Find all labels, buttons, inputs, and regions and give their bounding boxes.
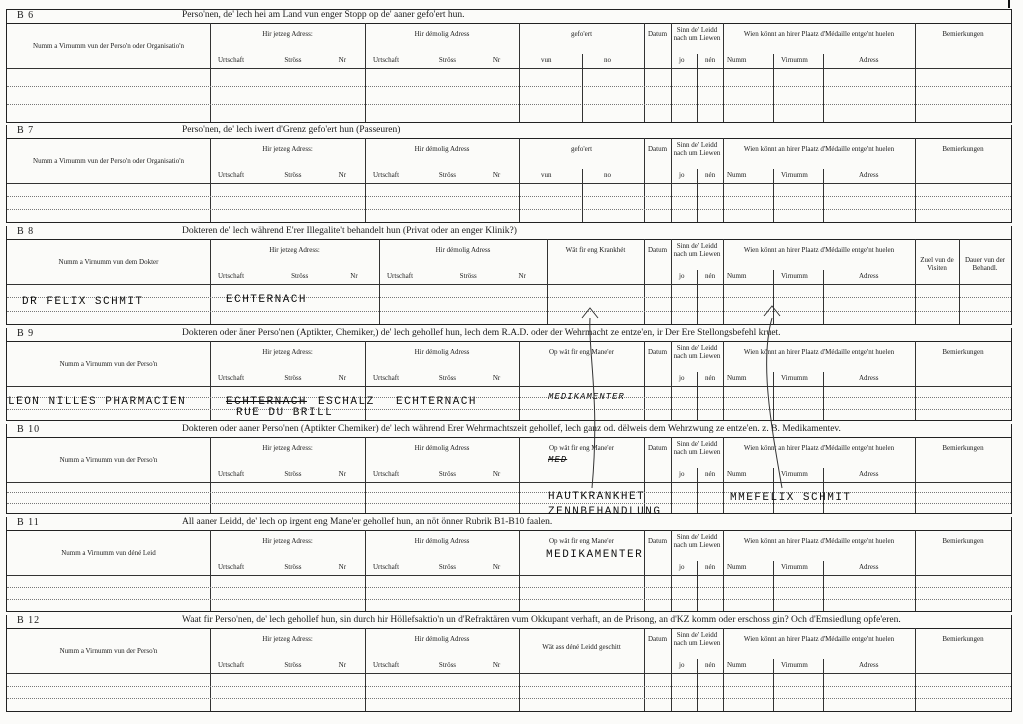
date-header: Datum [647,444,668,452]
sub-nr: Nr [338,56,347,64]
sub-town: Urtschaft [218,56,245,64]
sub-address: Adress [859,563,879,571]
third-column-header: gefo'ert [570,30,593,38]
sub-nr: Nr [492,563,501,571]
sub-to: no [604,171,611,179]
sub-no: nén [705,563,716,571]
section-code: B 6 [17,10,35,21]
section-header [7,517,1011,531]
current-address-header: Hir jetzeg Adress: [262,30,313,38]
section-title: Dokteren oder aaner Perso'nen (Aptikter Chemiker) de' lech während Erer Wehrmachtszeit gehollef, lech ganz od. dëlweis dem Wehrzwung ze entze'en. z. B. Medikamentev. [182,424,841,434]
sub-street: Ströss [284,470,302,478]
sub-nr: Nr [492,374,501,382]
header-rule [7,673,1011,674]
sub-street: Ströss [284,563,302,571]
current-address-header: Hir jetzeg Adress: [262,537,313,545]
sub-street: Ströss [284,661,302,669]
sub-yes: jo [679,56,685,64]
b9-now-town-struck: ECHTERNACH [226,396,308,408]
sub-yes: jo [679,374,685,382]
medal-header: Wien könnt an hirer Plaatz d'Médaille entge'nt huelen [743,30,895,38]
sub-street: Ströss [438,374,457,382]
sub-col-tick [582,54,583,122]
sub-street: Ströss [284,171,302,179]
section-header [7,226,1011,240]
sub-col-tick [823,54,824,122]
sub-town: Urtschaft [373,56,400,64]
sub-name: Numm [727,374,747,382]
b9-now-street-entry: ESCHALZ [318,396,375,408]
section-title: Perso'nen, de' lech hei am Land vun enger Stopp op de' aaner gefo'ert hun. [182,10,465,20]
sub-street: Ströss [284,56,302,64]
sub-firstname: Virnumm [781,563,808,571]
alive-header: Sinn de' Leidd nach um Liewen [673,631,721,647]
sub-town: Urtschaft [218,272,245,280]
alive-header: Sinn de' Leidd nach um Liewen [673,141,721,157]
sub-name: Numm [727,171,747,179]
sub-firstname: Virnumm [781,171,808,179]
sub-nr: Nr [338,661,347,669]
alive-header: Sinn de' Leidd nach um Liewen [673,440,721,456]
row-rule [7,86,1011,87]
b10-how-entry-1: HAUTKRANKHET [548,491,646,503]
section-header [7,125,1011,139]
b9-now-street2-entry: RUE DU BRILL [236,407,334,419]
sub-nr: Nr [492,470,501,478]
sub-col-tick [773,659,774,711]
header-rule [7,68,1011,69]
sub-col-tick [823,169,824,222]
remarks-header: Bemierkungen [942,145,984,153]
name-column-header: Numm a Virnumm vun der Perso'n [59,360,158,368]
name-column-header: Numm a Virnumm vun der Perso'n [59,647,158,655]
sub-col-tick [697,468,698,513]
sub-street: Ströss [438,661,457,669]
sub-firstname: Virnumm [781,661,808,669]
sub-col-tick [823,561,824,611]
name-column-header: Numm a Virnumm vun der Perso'n oder Organisatio'n [33,42,184,50]
medal-header: Wien könnt an hirer Plaatz d'Médaille entge'nt huelen [743,145,895,153]
sub-nr: Nr [350,272,358,280]
former-address-header: Hir démolig Adress [414,348,470,356]
sub-firstname: Virnumm [781,470,808,478]
sub-col-tick [823,270,824,324]
remarks-header: Bemierkungen [942,537,984,545]
sub-town: Urtschaft [218,563,245,571]
current-address-header: Hir jetzeg Adress: [262,348,313,356]
b9-how-entry: MEDIKAMENTER [548,392,625,402]
former-address-header: Hir démolig Adress [435,246,491,254]
sub-col-tick [823,468,824,513]
third-column-header: Op wät fir eng Mane'er [548,444,614,452]
section-code: B 9 [17,328,35,339]
date-header: Datum [647,348,668,356]
sub-yes: jo [679,171,685,179]
date-header: Datum [647,246,668,254]
sub-town: Urtschaft [373,374,400,382]
sub-town: Urtschaft [373,563,400,571]
row-rule [7,297,1011,298]
row-rule [7,196,1011,197]
sub-from: vun [541,171,552,179]
section-code: B 10 [17,424,41,435]
sub-name: Numm [727,470,747,478]
sub-town: Urtschaft [373,470,400,478]
sub-firstname: Virnumm [781,56,808,64]
current-address-header: Hir jetzeg Adress: [262,444,313,452]
sub-street: Ströss [438,56,457,64]
sub-col-tick [697,169,698,222]
section-6 [6,9,1012,123]
row-rule [7,503,1011,504]
sub-address: Adress [859,661,879,669]
medal-header: Wien könnt an hirer Plaatz d'Médaille entge'nt huelen [743,635,895,643]
sub-col-tick [773,270,774,324]
header-rule [7,284,1011,285]
sub-name: Numm [727,56,747,64]
third-column-header: Wät ass déné Leidd geschitt [542,643,621,651]
remarks-header: Bemierkungen [942,30,984,38]
sub-nr: Nr [338,374,347,382]
sub-town: Urtschaft [387,272,414,280]
sub-col-tick [823,659,824,711]
sub-name: Numm [727,563,747,571]
sub-town: Urtschaft [218,661,245,669]
sub-town: Urtschaft [218,374,245,382]
section-title: All aaner Leidd, de' lech op irgent eng Mane'er gehollef hun, an nöt önner Rubrik B1-B10 faalen. [182,517,553,527]
section-header [7,328,1011,342]
current-address-header: Hir jetzeg Adress: [262,145,313,153]
section-title: Dokteren oder äner Perso'nen (Aptikter, Chemiker,) de' lech gehollef hun, lech dem R.A.D. oder der Wehrmacht ze entze'en, ir Der Ere Stellongsbefehl kruet. [182,328,781,338]
section-12 [6,615,1012,712]
section-11 [6,517,1012,612]
section-title: Waat fir Perso'nen, de' lech gehollef hun, sin durch hir Höllefsaktio'n un d'Refraktären vum Okkupant verhaft, an de Prisong, an d'KZ komm oder erschoss gin? Och d'Emsiedlung opfe'eren. [182,615,901,625]
sub-name: Numm [727,272,747,280]
sub-col-tick [773,54,774,122]
sub-col-tick [697,54,698,122]
section-8 [6,226,1012,325]
sub-nr: Nr [338,470,347,478]
sub-town: Urtschaft [218,171,245,179]
sub-street: Ströss [438,563,457,571]
section-code: B 7 [17,125,35,136]
sub-name: Numm [727,661,747,669]
sub-col-tick [823,372,824,420]
b10-how-struck: MED [548,455,568,465]
sub-no: nén [705,56,716,64]
section-code: B 12 [17,615,41,626]
third-column-header: Op wät fir eng Mane'er [548,537,614,545]
sub-nr: Nr [492,171,501,179]
sub-to: no [604,56,611,64]
sub-no: nén [705,374,716,382]
row-rule [7,698,1011,699]
sub-col-tick [697,270,698,324]
sub-firstname: Virnumm [781,272,808,280]
sub-col-tick [697,659,698,711]
sub-col-tick [773,561,774,611]
remarks-header: Bemierkungen [942,444,984,452]
row-rule [7,587,1011,588]
sub-col-tick [773,372,774,420]
b9-old-town-entry: ECHTERNACH [396,396,478,408]
name-column-header: Numm a Virnumm vun dem Dokter [58,258,159,266]
sub-col-tick [773,468,774,513]
sub-address: Adress [859,374,879,382]
date-header: Datum [647,145,668,153]
sub-col-tick [773,169,774,222]
b10-how-entry-2: ZENNBEHANDLUNG [548,506,662,518]
header-rule [7,183,1011,184]
b8-name-entry: DR FELIX SCHMIT [22,296,144,308]
third-column-header: gefo'ert [570,145,593,153]
section-code: B 8 [17,226,35,237]
third-column-header: Op wät fir eng Mane'er [548,348,614,356]
sub-town: Urtschaft [373,171,400,179]
medal-header: Wien könnt an hirer Plaatz d'Médaille entge'nt huelen [743,537,895,545]
section-title: Dokteren de' lech während E'rer Illegalite't behandelt hun (Privat oder an enger Klinik?) [182,226,517,236]
former-address-header: Hir démolig Adress [414,30,470,38]
sub-from: vun [541,56,552,64]
sub-street: Ströss [438,171,457,179]
section-header [7,424,1011,438]
row-rule [7,409,1011,410]
sub-nr: Nr [518,272,526,280]
date-header: Datum [647,635,668,643]
sub-street: Ströss [438,470,457,478]
row-rule [7,599,1011,600]
alive-header: Sinn de' Leidd nach um Liewen [673,344,721,360]
current-address-header: Hir jetzeg Adress: [269,246,320,254]
section-title: Perso'nen, de' lech iwert d'Grenz gefo'ert hun (Passeuren) [182,125,401,135]
current-address-header: Hir jetzeg Adress: [262,635,313,643]
duration-header: Dauer vun der Behandl. [964,256,1006,272]
former-address-header: Hir démolig Adress [414,635,470,643]
sub-town: Urtschaft [218,470,245,478]
third-column-header: Wät fir eng Krankhét [565,246,626,254]
sub-no: nén [705,171,716,179]
medal-header: Wien könnt an hirer Plaatz d'Médaille entge'nt huelen [743,246,895,254]
header-rule [7,482,1011,483]
alive-header: Sinn de' Leidd nach um Liewen [673,533,721,549]
header-rule [7,386,1011,387]
row-rule [7,686,1011,687]
name-column-header: Numm a Virnumm vun der Perso'n [59,456,158,464]
b8-town-entry: ECHTERNACH [226,294,308,306]
remarks-header: Bemierkungen [942,635,984,643]
alive-header: Sinn de' Leidd nach um Liewen [673,26,721,42]
sub-col-tick [697,561,698,611]
section-code: B 11 [17,517,40,528]
section-10 [6,424,1012,514]
sub-yes: jo [679,272,685,280]
section-header [7,615,1011,629]
visits-header: Zuel vun de Visiten [920,256,954,272]
former-address-header: Hir démolig Adress [414,537,470,545]
row-rule [7,209,1011,210]
section-7 [6,125,1012,223]
b9-name-entry: LEON NILLES PHARMACIEN [8,396,187,408]
sub-town: Urtschaft [373,661,400,669]
sub-address: Adress [859,56,879,64]
sub-street: Ströss [284,374,302,382]
sub-yes: jo [679,563,685,571]
section-header [7,10,1011,24]
former-address-header: Hir démolig Adress [414,444,470,452]
former-address-header: Hir démolig Adress [414,145,470,153]
header-rule [7,575,1011,576]
sub-yes: jo [679,470,685,478]
sub-yes: jo [679,661,685,669]
sub-nr: Nr [492,661,501,669]
sub-no: nén [705,272,716,280]
sub-nr: Nr [338,563,347,571]
sub-address: Adress [859,470,879,478]
sub-no: nén [705,470,716,478]
date-header: Datum [647,30,668,38]
name-column-header: Numm a Virnumm vun der Perso'n oder Organisatio'n [33,157,184,165]
remarks-header: Bemierkungen [942,348,984,356]
sub-address: Adress [859,171,879,179]
sub-col-tick [582,169,583,222]
medal-header: Wien könnt an hirer Plaatz d'Médaille entge'nt huelen [743,348,895,356]
sub-street: Ströss [291,272,309,280]
sub-firstname: Virnumm [781,374,808,382]
edge-mark [1008,0,1010,8]
row-rule [7,311,1011,312]
sub-street: Ströss [459,272,477,280]
b10-medal-entry: MMEFELIX SCHMIT [730,492,852,504]
sub-col-tick [697,372,698,420]
sub-nr: Nr [338,171,347,179]
row-rule [7,492,1011,493]
date-header: Datum [647,537,668,545]
b11-how-entry: MEDIKAMENTER [546,549,644,561]
sub-address: Adress [859,272,879,280]
name-column-header: Numm a Virnumm vun déné Leid [61,549,156,557]
sub-no: nén [705,661,716,669]
alive-header: Sinn de' Leidd nach um Liewen [673,242,721,258]
row-rule [7,104,1011,105]
sub-nr: Nr [492,56,501,64]
medal-header: Wien könnt an hirer Plaatz d'Médaille entge'nt huelen [743,444,895,452]
